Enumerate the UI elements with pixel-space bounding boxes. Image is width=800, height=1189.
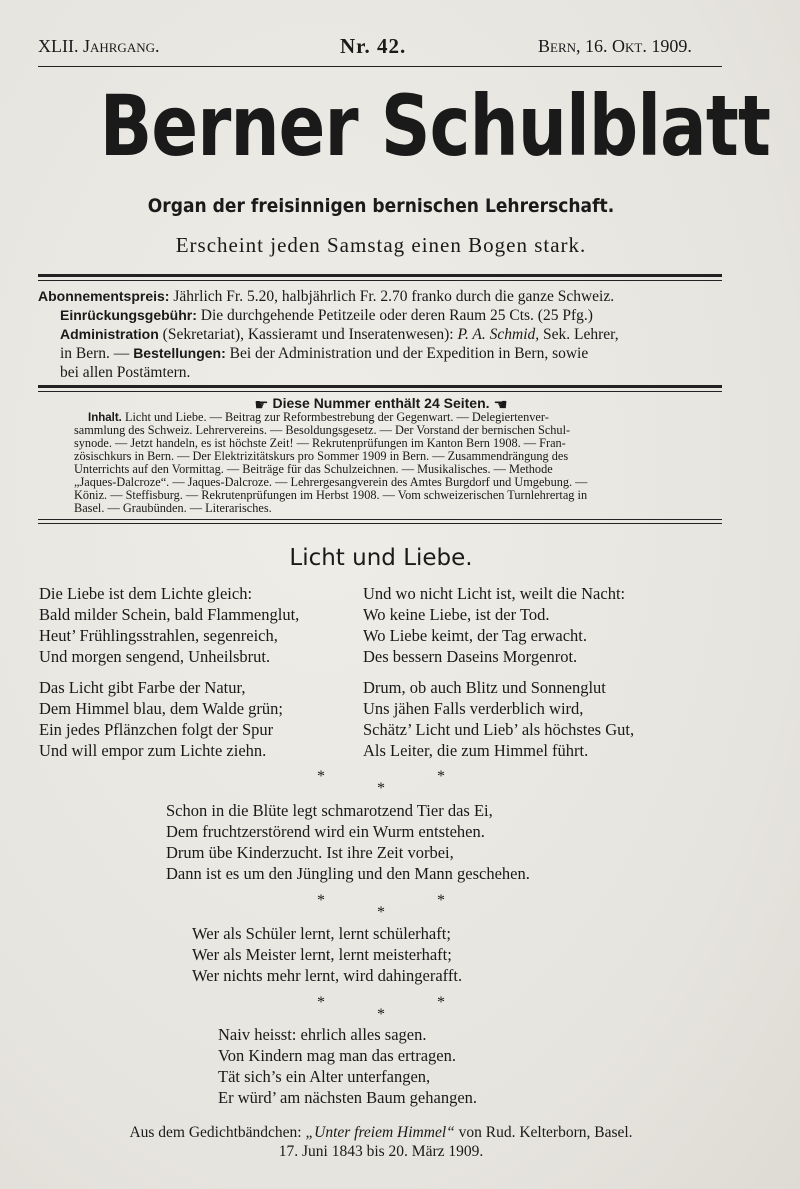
poem-left-1-3: Heut’ Frühlingsstrahlen, segenreich,: [39, 626, 278, 645]
verse2-line-1: Schon in die Blüte legt schmarotzend Tier das Ei,: [166, 801, 493, 820]
poem-title: Licht und Liebe.: [289, 545, 473, 571]
separator-star: *: [437, 768, 445, 785]
contents-rule-top-thin: [38, 391, 722, 392]
info-line-fee: [60, 307, 750, 325]
verse4-line-2: Von Kindern mag man das ertragen.: [218, 1046, 456, 1065]
newspaper-subtitle: Organ der freisinnigen bernischen Lehrerschaft.: [147, 195, 615, 217]
verse4-line-4: Er würd’ am nächsten Baum gehangen.: [218, 1088, 478, 1107]
info-rule-top-thin: [38, 280, 722, 281]
verse2-line-3: Drum übe Kinderzucht. Ist ihre Zeit vorbei,: [166, 843, 454, 862]
separator-star: *: [437, 994, 445, 1011]
contents-line-5: Unterrichts auf den Vormittag. — Beiträge für das Schulzeichnen. — Musikalisches. — Methode: [74, 462, 553, 476]
verse3-line-3: Wer nichts mehr lernt, wird dahingerafft.: [192, 966, 463, 985]
poem-left-2-2: Dem Himmel blau, dem Walde grün;: [39, 699, 283, 718]
credit-book-title: „Unter freiem Himmel“: [305, 1124, 455, 1141]
poem-left-1-2: Bald milder Schein, bald Flammenglut,: [39, 605, 300, 624]
verse4-line-1: Naiv heisst: ehrlich alles sagen.: [218, 1025, 427, 1044]
info-line-postoffices: bei allen Postämtern.: [60, 364, 191, 381]
poem-right-1-3: Wo Liebe keimt, der Tag erwacht.: [363, 626, 587, 645]
place-date: Bern, 16. Okt. 1909.: [538, 36, 692, 56]
poem-left-1-1: Die Liebe ist dem Lichte gleich:: [39, 584, 253, 603]
verse2-line-2: Dem fruchtzerstörend wird ein Wurm entstehen.: [166, 822, 485, 841]
contents-line-6: „Jaques-Dalcroze“. — Jaques-Dalcroze. — Lehrergesangverein des Amtes Burgdorf und Umgebung. —: [74, 475, 588, 489]
admin-name: P. A. Schmid,: [457, 326, 540, 343]
contents-line-7: Köniz. — Steffisburg. — Rekrutenprüfungen im Herbst 1908. — Vom schweizerischen Turnlehrertag in: [74, 488, 588, 502]
separator-star: *: [377, 904, 385, 921]
info-rule-top-thick: [38, 274, 722, 277]
orders-label: Bestellungen:: [133, 345, 226, 361]
admin-tail: Sek. Lehrer,: [539, 326, 619, 343]
separator-star: *: [437, 892, 445, 909]
poem-left-2-4: Und will empor zum Lichte ziehn.: [39, 741, 267, 760]
pointing-hand-left-icon: ☚: [493, 395, 508, 414]
separator-star: *: [317, 994, 325, 1011]
poem-right-1-4: Des bessern Daseins Morgenrot.: [363, 647, 578, 666]
verse3-line-2: Wer als Meister lernt, lernt meisterhaft;: [192, 945, 452, 964]
contents-notice: Diese Nummer enthält 24 Seiten.: [272, 395, 490, 412]
contents-line-3: synode. — Jetzt handeln, es ist höchste Zeit! — Rekrutenprüfungen im Kanton Bern 1908. — Fran-: [74, 436, 566, 450]
poem-author-dates: 17. Juni 1843 bis 20. März 1909.: [278, 1143, 484, 1160]
orders-text: Bei der Administration und der Expedition in Bern, sowie: [225, 345, 589, 362]
verse2-line-4: Dann ist es um den Jüngling und den Mann geschehen.: [166, 864, 530, 883]
info-line-admin: [60, 326, 750, 344]
fee-text: Die durchgehende Petitzeile oder deren Raum 25 Cts. (25 Pfg.): [196, 307, 593, 324]
admin-label: Administration: [60, 326, 159, 342]
poem-right-2-1: Drum, ob auch Blitz und Sonnenglut: [363, 678, 606, 697]
contents-rule-bottom-thin-2: [38, 523, 722, 524]
separator-star: *: [317, 892, 325, 909]
contents-line-4: zösischkurs in Bern. — Der Elektrizitätskurs pro Sommer 1909 in Bern. — Zusammendrängung des: [74, 449, 569, 463]
poem-credit: [38, 1124, 724, 1142]
poem-left-1-4: Und morgen sengend, Unheilsbrut.: [39, 647, 271, 666]
credit-prefix: Aus dem Gedichtbändchen:: [129, 1124, 306, 1141]
volume-label: XLII. Jahrgang.: [38, 36, 160, 56]
subscription-text: Jährlich Fr. 5.20, halbjährlich Fr. 2.70 franko durch die ganze Schweiz.: [169, 288, 615, 305]
separator-star: *: [317, 768, 325, 785]
contents-line-8: Basel. — Graubünden. — Literarisches.: [74, 501, 272, 515]
info-line-subscription: [38, 288, 728, 306]
contents-label: Inhalt.: [88, 412, 122, 424]
poem-left-2-3: Ein jedes Pflänzchen folgt der Spur: [39, 720, 274, 739]
admin-text: (Sekretariat), Kassieramt und Inseratenwesen):: [158, 326, 458, 343]
contents-line-2: sammlung des Schweiz. Lehrervereins. — Besoldungsgesetz. — Der Vorstand der bernischen Schul-: [74, 423, 571, 437]
separator-star: *: [377, 780, 385, 797]
credit-suffix: von Rud. Kelterborn, Basel.: [454, 1124, 633, 1141]
newspaper-title: Berner Schulblatt: [99, 77, 771, 175]
fee-label: Einrückungsgebühr:: [60, 307, 197, 323]
contents-text-1: Licht und Liebe. — Beitrag zur Reformbestrebung der Gegenwart. — Delegiertenver-: [121, 410, 549, 424]
subscription-label: Abonnementspreis:: [38, 288, 170, 304]
verse4-line-3: Tät sich’s ein Alter unterfangen,: [218, 1067, 431, 1086]
separator-star: *: [377, 1006, 385, 1023]
poem-right-2-3: Schätz’ Licht und Lieb’ als höchstes Gut,: [363, 720, 635, 739]
poem-right-1-2: Wo keine Liebe, ist der Tod.: [363, 605, 550, 624]
poem-right-2-4: Als Leiter, die zum Himmel führt.: [363, 741, 589, 760]
contents-rule-bottom-thin: [38, 519, 722, 520]
poem-left-2-1: Das Licht gibt Farbe der Natur,: [39, 678, 246, 697]
info-line-orders: [60, 345, 750, 363]
poem-right-2-2: Uns jähen Falls verderblich wird,: [363, 699, 584, 718]
verse3-line-1: Wer als Schüler lernt, lernt schülerhaft;: [192, 924, 451, 943]
issue-number: Nr. 42.: [340, 34, 407, 58]
orders-prefix: in Bern. —: [60, 345, 134, 362]
contents-rule-top-thick: [38, 385, 722, 388]
newspaper-tagline: Erscheint jeden Samstag einen Bogen stark.: [175, 233, 587, 257]
poem-right-1-1: Und wo nicht Licht ist, weilt die Nacht:: [363, 584, 626, 603]
pointing-hand-right-icon: ☛: [254, 395, 269, 414]
header-rule: [38, 66, 722, 67]
